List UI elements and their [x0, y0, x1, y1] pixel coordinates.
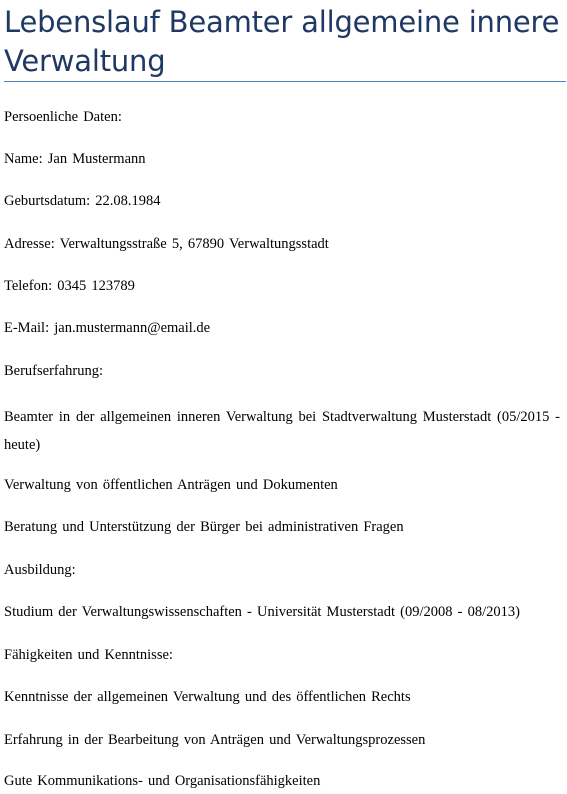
- skills-heading: Fähigkeiten und Kenntnisse:: [4, 647, 173, 663]
- skill-item-2: Erfahrung in der Bearbeitung von Anträgen und Verwaltungsprozessen: [4, 732, 426, 748]
- skill-item-1: Kenntnisse der allgemeinen Verwaltung und des öffentlichen Rechts: [4, 689, 411, 705]
- title-divider: [4, 81, 566, 82]
- education-heading: Ausbildung:: [4, 562, 76, 578]
- personal-phone: Telefon: 0345 123789: [4, 278, 135, 294]
- skill-item-3: Gute Kommunikations- und Organisationsfähigkeiten: [4, 773, 321, 789]
- personal-birthdate: Geburtsdatum: 22.08.1984: [4, 193, 161, 209]
- personal-email: E-Mail: jan.mustermann@email.de: [4, 320, 211, 336]
- personal-data-heading: Persoenliche Daten:: [4, 109, 122, 125]
- personal-name: Name: Jan Mustermann: [4, 151, 146, 167]
- experience-task-2: Beratung und Unterstützung der Bürger bei administrativen Fragen: [4, 519, 404, 535]
- education-degree: Studium der Verwaltungswissenschaften - Universität Musterstadt (09/2008 - 08/2013): [4, 604, 520, 620]
- experience-position: Beamter in der allgemeinen inneren Verwaltung bei Stadtverwaltung Musterstadt (05/2015 - heute): [4, 409, 560, 453]
- document-title: Lebenslauf Beamter allgemeine innere Verwaltung: [4, 5, 560, 78]
- experience-heading: Berufserfahrung:: [4, 363, 104, 379]
- personal-address: Adresse: Verwaltungsstraße 5, 67890 Verwaltungsstadt: [4, 236, 329, 252]
- experience-task-1: Verwaltung von öffentlichen Anträgen und Dokumenten: [4, 477, 338, 493]
